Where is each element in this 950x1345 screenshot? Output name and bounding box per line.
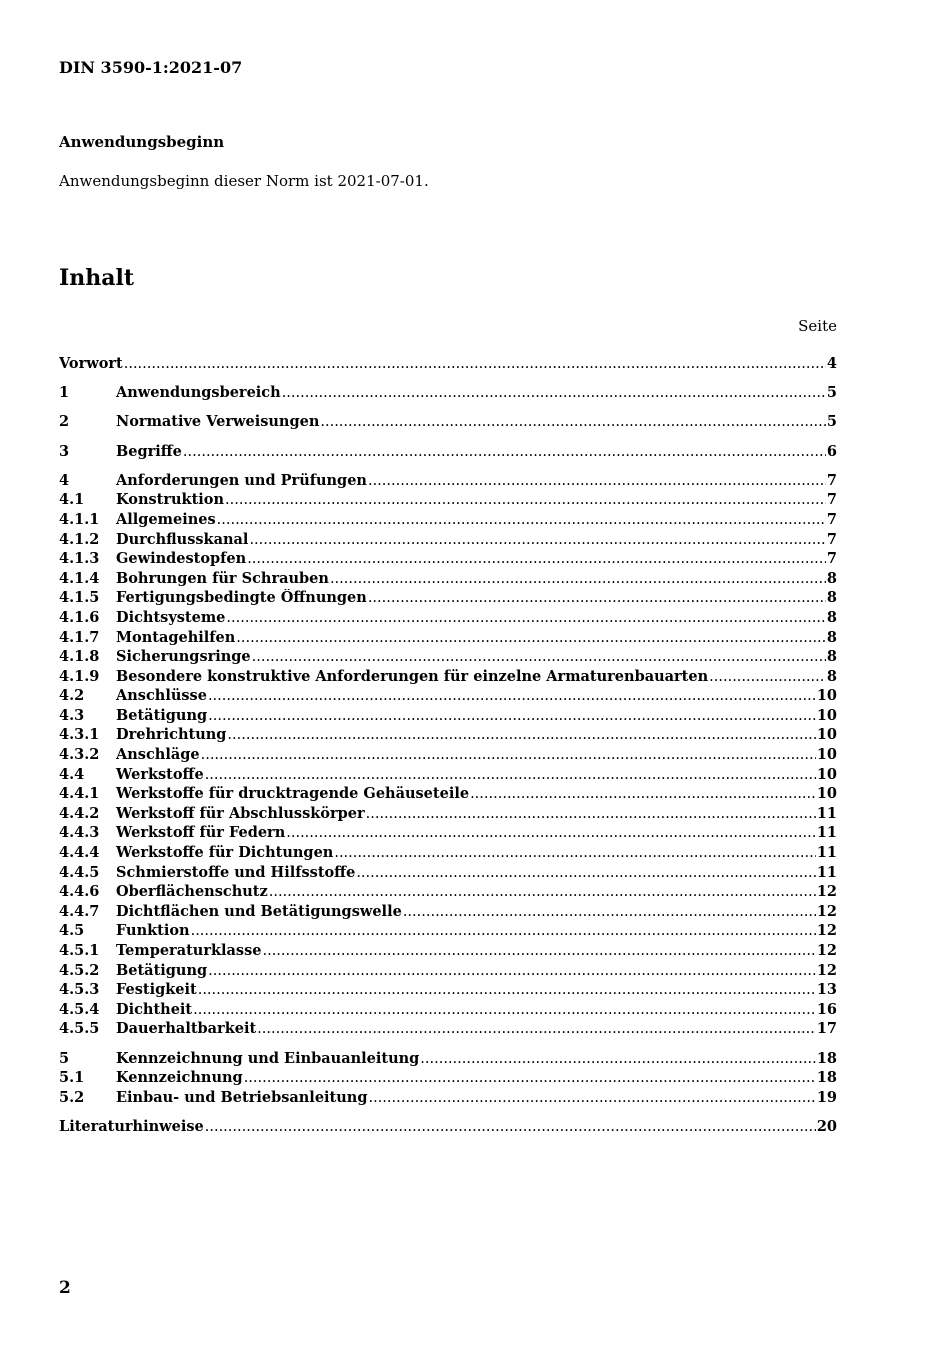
toc-entry[interactable] xyxy=(59,491,837,511)
toc-entry-number: 4 xyxy=(59,471,70,489)
toc-entry-page: 5 xyxy=(826,384,837,402)
toc-entry-title: Einbau- und Betriebsanleitung xyxy=(116,1088,368,1106)
toc-entry[interactable] xyxy=(59,550,837,570)
toc-entry-number: 2 xyxy=(59,413,70,431)
toc-entry[interactable] xyxy=(59,1020,837,1040)
toc-entry-title: Konstruktion xyxy=(116,491,225,509)
toc-entry-page: 12 xyxy=(816,883,837,901)
toc-dot-leader xyxy=(356,865,815,881)
toc-entry-number: 4.4.1 xyxy=(59,785,100,803)
toc-entry[interactable] xyxy=(59,864,837,884)
toc-dot-leader xyxy=(205,1119,816,1135)
toc-entry-page: 11 xyxy=(816,844,837,862)
toc-entry-page: 20 xyxy=(816,1117,837,1135)
toc-entry-number: 4.1.3 xyxy=(59,550,100,568)
toc-entry-page: 11 xyxy=(816,863,837,881)
toc-dot-leader xyxy=(225,492,826,508)
toc-dot-leader xyxy=(191,923,816,939)
toc-dot-leader xyxy=(198,982,816,998)
toc-entry-number: 4.1.2 xyxy=(59,530,100,548)
toc-dot-leader xyxy=(244,1070,816,1086)
toc-dot-leader xyxy=(286,825,816,841)
toc-entry-page: 6 xyxy=(826,442,837,460)
toc-entry-title: Temperaturklasse xyxy=(116,942,262,959)
toc-entry-title: Kennzeichnung xyxy=(116,1069,243,1087)
toc-entry-page: 5 xyxy=(826,413,837,431)
toc-entry-page: 10 xyxy=(816,687,837,705)
toc-entry-number: 4.2 xyxy=(59,687,85,705)
toc-entry-title: Betätigung xyxy=(116,961,208,979)
toc-entry[interactable] xyxy=(59,687,837,707)
toc-entry-page: 12 xyxy=(816,922,837,940)
toc-entry-page: 16 xyxy=(816,1000,837,1018)
application-heading: Anwendungsbeginn xyxy=(59,133,225,151)
toc-entry[interactable] xyxy=(59,384,837,404)
toc-dot-leader xyxy=(205,767,816,783)
toc-entry-page: 17 xyxy=(816,1020,837,1038)
toc-entry-page: 8 xyxy=(826,667,837,685)
application-text: Anwendungsbeginn dieser Norm ist 2021-07-01. xyxy=(59,172,429,190)
toc-entry-title: Gewindestopfen xyxy=(116,550,247,568)
toc-entry-title: Anschläge xyxy=(116,746,200,764)
toc-entry-number: 4.5.2 xyxy=(59,961,100,979)
toc-entry-page: 8 xyxy=(826,608,837,626)
toc-entry-title: Vorwort xyxy=(59,355,123,372)
toc-entry[interactable] xyxy=(59,981,837,1001)
toc-entry[interactable] xyxy=(59,589,837,609)
toc-page-label: Seite xyxy=(798,317,837,335)
toc-dot-leader xyxy=(249,532,825,548)
toc-entry-title: Dichtsysteme xyxy=(116,608,226,626)
toc-dot-leader xyxy=(330,571,826,587)
toc-entry-number: 4.1.8 xyxy=(59,648,100,666)
toc-entry-title: Kennzeichnung und Einbauanleitung xyxy=(116,1049,420,1067)
toc-entry[interactable] xyxy=(59,570,837,590)
toc-entry-title: Festigkeit xyxy=(116,981,197,999)
toc-dot-leader xyxy=(368,590,826,606)
toc-entry-number: 4.5.5 xyxy=(59,1020,100,1038)
toc-entry-page: 11 xyxy=(816,824,837,842)
toc-entry[interactable] xyxy=(59,962,837,982)
toc-entry-number: 4.1.4 xyxy=(59,569,100,587)
toc-dot-leader xyxy=(368,473,826,489)
toc-entry-page: 12 xyxy=(816,902,837,920)
toc-entry-number: 4.4.7 xyxy=(59,902,100,920)
toc-entry[interactable] xyxy=(59,883,837,903)
toc-entry-title: Werkstoffe xyxy=(116,765,204,783)
toc-entry[interactable] xyxy=(59,824,837,844)
toc-entry-page: 8 xyxy=(826,589,837,607)
toc-entry[interactable] xyxy=(59,766,837,786)
toc-dot-leader xyxy=(257,1021,816,1037)
toc-entry-number: 1 xyxy=(59,384,70,402)
toc-entry-number: 4.3.2 xyxy=(59,746,100,764)
toc-entry[interactable] xyxy=(59,1069,837,1089)
toc-entry-page: 7 xyxy=(826,530,837,548)
toc-entry-number: 4.1.7 xyxy=(59,628,100,646)
toc-entry-number: 4.4.6 xyxy=(59,883,100,901)
toc-entry[interactable] xyxy=(59,726,837,746)
toc-title: Inhalt xyxy=(59,265,135,291)
toc-entry-title: Betätigung xyxy=(116,706,208,724)
toc-entry-number: 4.4.5 xyxy=(59,863,100,881)
toc-dot-leader xyxy=(124,356,826,372)
toc-dot-leader xyxy=(236,630,826,646)
toc-dot-leader xyxy=(193,1002,816,1018)
toc-entry[interactable] xyxy=(59,922,837,942)
toc-entry-title: Anschlüsse xyxy=(116,687,207,705)
toc-entry-number: 4.1.1 xyxy=(59,510,100,528)
toc-entry-number: 4.1.5 xyxy=(59,589,100,607)
toc-entry-page: 18 xyxy=(816,1069,837,1087)
toc-dot-leader xyxy=(709,669,826,685)
toc-entry[interactable] xyxy=(59,805,837,825)
toc-entry[interactable] xyxy=(59,844,837,864)
toc-entry-title: Drehrichtung xyxy=(116,726,227,744)
toc-dot-leader xyxy=(334,845,815,861)
toc-entry-page: 10 xyxy=(816,706,837,724)
toc-entry-page: 10 xyxy=(816,746,837,764)
toc-entry-title: Fertigungsbedingte Öffnungen xyxy=(116,589,367,607)
toc-dot-leader xyxy=(183,444,826,460)
toc-entry[interactable] xyxy=(59,746,837,766)
toc-entry[interactable] xyxy=(59,1089,837,1109)
toc-entry[interactable] xyxy=(59,609,837,629)
toc-entry-page: 7 xyxy=(826,510,837,528)
toc-entry-page: 12 xyxy=(816,961,837,979)
toc-entry-number: 4.1 xyxy=(59,491,85,509)
toc-entry-number: 4.3 xyxy=(59,706,85,724)
toc-entry-title: Sicherungsringe xyxy=(116,648,251,666)
toc-entry-number: 4.4.2 xyxy=(59,804,100,822)
toc-entry[interactable] xyxy=(59,903,837,923)
toc-entry[interactable] xyxy=(59,472,837,492)
toc-entry[interactable] xyxy=(59,785,837,805)
toc-entry-title: Werkstoffe für Dichtungen xyxy=(116,844,334,862)
toc-dot-leader xyxy=(403,904,816,920)
toc-entry-title: Werkstoff für Abschlusskörper xyxy=(116,804,365,822)
toc-entry-title: Dichtheit xyxy=(116,1000,193,1018)
toc-entry-page: 8 xyxy=(826,648,837,666)
toc-dot-leader xyxy=(252,649,826,665)
toc-entry-page: 10 xyxy=(816,765,837,783)
toc-entry-title: Dichtflächen und Betätigungswelle xyxy=(116,902,402,920)
toc-entry-title: Bohrungen für Schrauben xyxy=(116,569,329,587)
toc-entry-title: Werkstoffe für drucktragende Gehäuseteile xyxy=(116,785,470,803)
toc-entry[interactable] xyxy=(59,443,837,463)
toc-entry[interactable] xyxy=(59,1050,837,1070)
page-number: 2 xyxy=(59,1278,71,1298)
toc-entry-number: 4.1.6 xyxy=(59,608,100,626)
toc-entry-title: Oberflächenschutz xyxy=(116,883,268,901)
toc-entry-title: Schmierstoffe und Hilfsstoffe xyxy=(116,863,356,881)
toc-entry-page: 7 xyxy=(826,471,837,489)
toc-dot-leader xyxy=(320,414,826,430)
toc-dot-leader xyxy=(247,551,826,567)
toc-entry-number: 5.1 xyxy=(59,1069,85,1087)
toc-entry-page: 10 xyxy=(816,785,837,803)
toc-entry-title: Werkstoff für Federn xyxy=(116,824,286,842)
toc-entry-number: 5.2 xyxy=(59,1088,85,1106)
toc-dot-leader xyxy=(420,1051,816,1067)
toc-dot-leader xyxy=(201,747,816,763)
toc-entry-number: 4.5 xyxy=(59,922,85,940)
toc-entry[interactable] xyxy=(59,707,837,727)
toc-dot-leader xyxy=(227,727,815,743)
toc-dot-leader xyxy=(262,943,815,959)
toc-entry[interactable] xyxy=(59,355,837,375)
toc-entry-page: 7 xyxy=(826,550,837,568)
toc-dot-leader xyxy=(282,385,826,401)
toc-entry-title: Allgemeines xyxy=(116,510,216,528)
toc-entry-number: 4.4.3 xyxy=(59,824,100,842)
toc-dot-leader xyxy=(217,512,826,528)
toc-entry-title: Begriffe xyxy=(116,442,182,460)
toc-dot-leader xyxy=(226,610,826,626)
toc-entry-number: 3 xyxy=(59,442,70,460)
toc-dot-leader xyxy=(366,806,816,822)
toc-entry-title: Anwendungsbereich xyxy=(116,384,281,402)
toc-entry-page: 7 xyxy=(826,491,837,509)
toc-dot-leader xyxy=(208,963,816,979)
toc-entry-title: Funktion xyxy=(116,922,190,940)
toc-entry[interactable] xyxy=(59,942,837,962)
toc-entry-page: 11 xyxy=(816,804,837,822)
toc-entry-page: 13 xyxy=(816,981,837,999)
toc-entry-title: Literaturhinweise xyxy=(59,1117,204,1135)
toc-entry[interactable] xyxy=(59,668,837,688)
toc-entry-title: Anforderungen und Prüfungen xyxy=(116,471,367,489)
toc-entry[interactable] xyxy=(59,648,837,668)
toc-entry[interactable] xyxy=(59,1118,837,1138)
toc-entry-title: Normative Verweisungen xyxy=(116,413,320,431)
toc-dot-leader xyxy=(368,1090,815,1106)
table-of-contents xyxy=(59,355,837,1138)
toc-entry-page: 18 xyxy=(816,1049,837,1067)
toc-entry[interactable] xyxy=(59,531,837,551)
toc-dot-leader xyxy=(269,884,816,900)
toc-entry-number: 4.1.9 xyxy=(59,667,100,685)
toc-entry-page: 4 xyxy=(826,355,837,372)
toc-entry-title: Dauerhaltbarkeit xyxy=(116,1020,257,1038)
toc-entry-title: Besondere konstruktive Anforderungen für einzelne Armaturenbauarten xyxy=(116,667,709,685)
toc-dot-leader xyxy=(208,688,816,704)
toc-entry-page: 19 xyxy=(816,1088,837,1106)
toc-entry-number: 4.5.3 xyxy=(59,981,100,999)
toc-entry-number: 4.3.1 xyxy=(59,726,100,744)
toc-entry[interactable] xyxy=(59,1001,837,1021)
toc-entry-number: 4.4.4 xyxy=(59,844,100,862)
toc-entry-number: 4.4 xyxy=(59,765,85,783)
toc-entry-page: 10 xyxy=(816,726,837,744)
toc-entry[interactable] xyxy=(59,413,837,433)
toc-entry-title: Durchflusskanal xyxy=(116,530,249,548)
toc-entry[interactable] xyxy=(59,511,837,531)
toc-entry-page: 8 xyxy=(826,628,837,646)
document-id: DIN 3590-1:2021-07 xyxy=(59,58,243,77)
toc-entry-number: 4.5.1 xyxy=(59,942,100,959)
toc-entry-page: 8 xyxy=(826,569,837,587)
toc-entry-number: 5 xyxy=(59,1049,70,1067)
toc-dot-leader xyxy=(470,786,816,802)
toc-entry-page: 12 xyxy=(816,942,837,959)
toc-entry[interactable] xyxy=(59,629,837,649)
toc-entry-title: Montagehilfen xyxy=(116,628,236,646)
toc-entry-number: 4.5.4 xyxy=(59,1000,100,1018)
toc-dot-leader xyxy=(208,708,816,724)
